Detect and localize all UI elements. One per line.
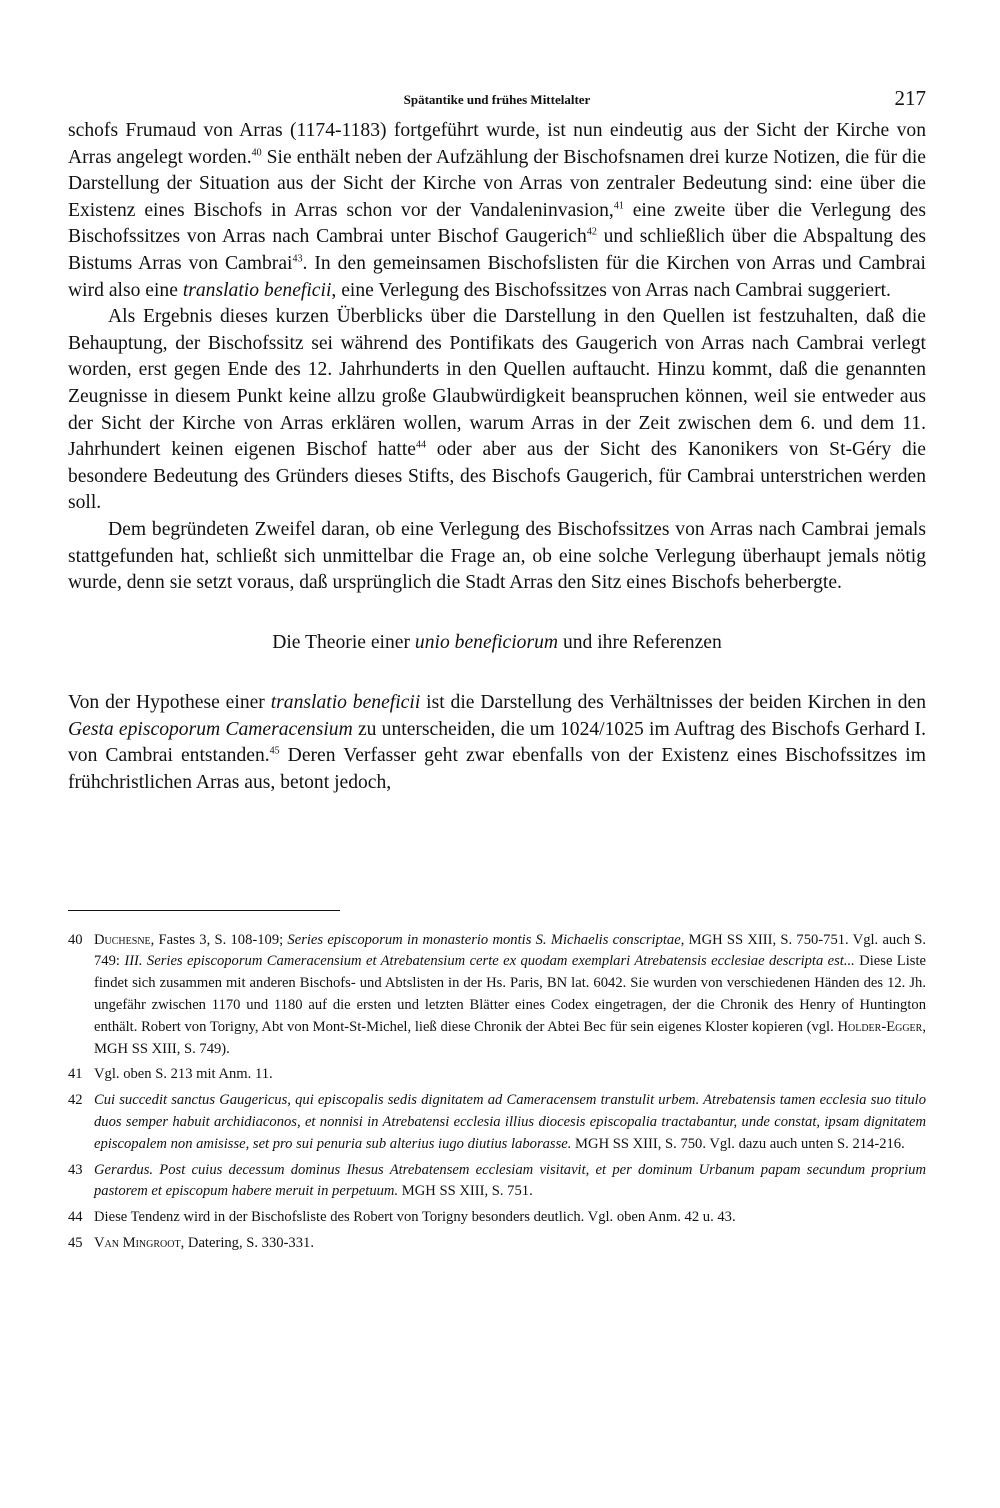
footnote-ref-43: 43	[292, 253, 303, 265]
footnote-text: Vgl. oben S. 213 mit Anm. 11.	[94, 1066, 273, 1083]
footnote-text: Cui succedit sanctus Gaugericus, qui episcopalis sedis dignitatem ad Cameracensem transtulit urbem. Atrebatensis tamen ecclesia suo titulo duos semper habuit archidiaconos, et nonnisi in Atrebatensi ecclesia illius diocesis episcopalia tractabantur, unde constat, ipsam dignitatem episcopalem non amisisse, set pro sui penuria sub alterius iugo diutius laborasse. MGH SS XIII, S. 750. Vgl. dazu auch unten S. 214-216.	[94, 1092, 926, 1152]
footnote-number: 40	[68, 931, 83, 948]
emphasis: translatio beneficii	[182, 279, 332, 301]
footnote-41	[68, 1064, 926, 1086]
footnote-40	[68, 930, 926, 1061]
footnote-text: Duchesne, Fastes 3, S. 108-109; Series episcoporum in monasterio montis S. Michaelis conscriptae, MGH SS XIII, S. 750-751. Vgl. auch S. 749: III. Series episcoporum Cameracensium et Atrebatensium certe ex quodam exemplari Atrebatensis ecclesiae descripta est... Diese Liste findet sich zusammen mit anderen Bischofs- und Abtslisten in der Hs. Paris, BN lat. 6042. Sie wurden von verschiedenen Händen des 12. Jh. ungefähr zwischen 1170 und 1180 auf die ersten und letzten Blätter eines Codex eingetragen, der die Chronik des Henry of Huntington enthält. Robert von Torigny, Abt von Mont-St-Michel, ließ diese Chronik der Abtei Bec für sein eigenes Kloster kopieren (vgl. Holder-Egger, MGH SS XIII, S. 749).	[94, 931, 927, 1057]
running-title: Spätantike und frühes Mittelalter	[403, 92, 591, 107]
page-number: 217	[894, 86, 926, 110]
document-page	[68, 78, 926, 1259]
footnote-ref-40: 40	[251, 147, 262, 159]
running-head	[68, 78, 926, 118]
paragraph-2: Als Ergebnis dieses kurzen Überblicks über die Darstellung in den Quellen ist festzuhalten, daß die Behauptung, der Bischofssitz sei während des Pontifikats des Gaugerich von Arras nach Cambrai verlegt worden, erst gegen Ende des 12. Jahrhunderts in den Quellen auftaucht. Hinzu kommt, daß die genannten Zeugnisse in diesem Punkt keine allzu große Glaubwürdigkeit beanspruchen können, weil sie entweder aus der Sicht der Kirche von Arras erklären wollen, warum Arras in der Zeit zwischen dem 6. und dem 11. Jahrhundert keinen eigenen Bischof hatte$^{44}$ oder aber aus der Sicht des Kanonikers von St-Géry die besondere Bedeutung des Gründers dieses Stifts, des Bischofs Gaugerich, für Cambrai unterstrichen werden soll.	[68, 306, 926, 514]
footnote-ref-41: 41	[613, 200, 624, 212]
footnote-ref-44: 44	[415, 439, 426, 451]
footnote-separator	[68, 910, 340, 911]
footnote-number: 41	[68, 1066, 83, 1083]
footnote-ref-42: 42	[586, 226, 597, 238]
footnote-number: 45	[68, 1235, 83, 1252]
footnote-text: Gerardus. Post cuius decessum dominus Ihesus Atrebatensem ecclesiam visitavit, et per dominum Urbanum papam secundum proprium pastorem et episcopum habere meruit in perpetuum. MGH SS XIII, S. 751.	[94, 1161, 926, 1200]
footnote-number: 44	[68, 1209, 83, 1226]
paragraph-1: schofs Frumaud von Arras (1174-1183) fortgeführt wurde, ist nun eindeutig aus der Sicht der Kirche von Arras angelegt worden.$^{40}$ Sie enthält neben der Aufzählung der Bischofsnamen drei kurze Notizen, die für die Darstellung der Situation aus der Sicht der Kirche von Arras von zentraler Bedeutung sind: eine über die Existenz eines Bischofs in Arras schon vor der Vandaleninvasion,$^{41}$ eine zweite über die Verlegung des Bischofssitzes von Arras nach Cambrai unter Bischof Gaugerich$^{42}$ und schließlich über die Abspaltung des Bistums Arras von Cambrai$^{43}$. In den gemeinsamen Bischofslisten für die Kirchen von Arras und Cambrai wird also eine translatio beneficii, eine Verlegung des Bischofssitzes von Arras nach Cambrai suggeriert.	[68, 120, 927, 301]
footnote-44	[68, 1207, 926, 1229]
footnotes	[68, 930, 926, 1255]
footnote-number: 42	[68, 1092, 83, 1109]
footnote-ref-45: 45	[269, 745, 280, 757]
footnote-43	[68, 1160, 926, 1204]
footnote-number: 43	[68, 1161, 83, 1178]
section-heading: Die Theorie einer unio beneficiorum und ihre Referenzen	[272, 631, 722, 653]
body-text	[68, 118, 926, 797]
footnote-text: Van Mingroot, Datering, S. 330-331.	[94, 1235, 314, 1252]
footnote-42	[68, 1090, 926, 1155]
footnote-45	[68, 1233, 926, 1255]
paragraph-3: Dem begründeten Zweifel daran, ob eine Verlegung des Bischofssitzes von Arras nach Cambrai jemals stattgefunden hat, schließt sich unmittelbar die Frage an, ob eine solche Verlegung überhaupt jemals nötig wurde, denn sie setzt voraus, daß ursprünglich die Stadt Arras den Sitz eines Bischofs beherbergte.	[68, 518, 926, 594]
footnote-text: Diese Tendenz wird in der Bischofsliste des Robert von Torigny besonders deutlich. Vgl. oben Anm. 42 u. 43.	[94, 1209, 736, 1226]
paragraph-4: Von der Hypothese einer translatio beneficii ist die Darstellung des Verhältnisses der beiden Kirchen in den Gesta episcoporum Cameracensium zu unterscheiden, die um 1024/1025 im Auftrag des Bischofs Gerhard I. von Cambrai entstanden.$^{45}$ Deren Verfasser geht zwar ebenfalls von der Existenz eines Bischofssitzes im frühchristlichen Arras aus, betont jedoch,	[68, 692, 926, 794]
